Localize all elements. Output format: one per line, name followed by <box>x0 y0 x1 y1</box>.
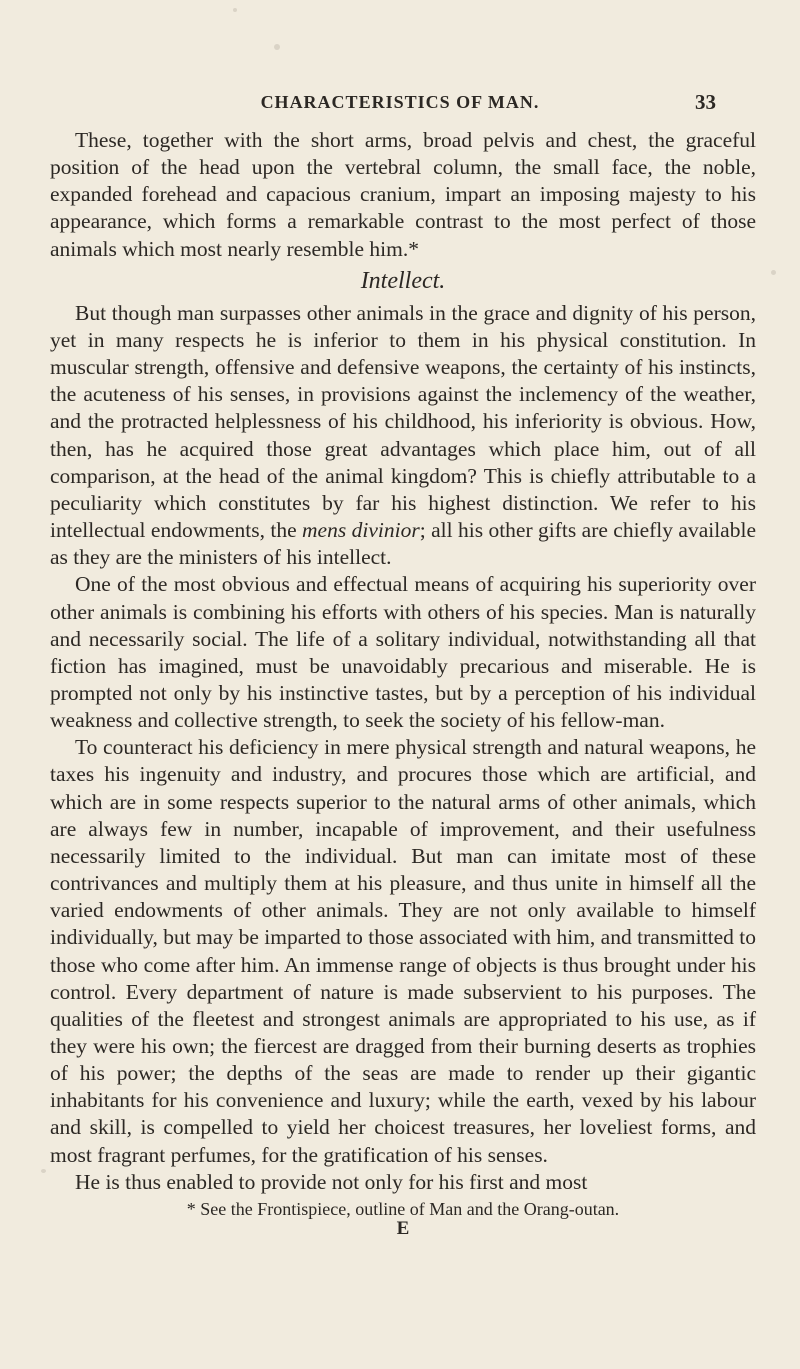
page-header <box>0 92 800 116</box>
paper-stain <box>274 44 280 50</box>
page-content <box>50 127 756 1239</box>
signature-mark: E <box>396 1217 410 1239</box>
footnote: * See the Frontispiece, outline of Man and the Orang-outan. <box>186 1198 620 1219</box>
paper-stain <box>41 1169 46 1173</box>
section-heading: Intellect. <box>360 267 446 294</box>
paragraph-text: ; all his other gifts are chiefly available as they are the ministers of his intellect. <box>50 518 756 570</box>
paragraph-text: But though man surpasses other animals in the grace and dignity of his person, yet in many respects he is inferior to them in his physical constitution. In muscular strength, offensive and defensive weapons, the certainty of his instincts, the acuteness of his senses, in provisions against the inclemency of the weather, and the protracted helplessness of his childhood, his inferiority is obvious. How, then, has he acquired those great advantages which place him, out of all comparison, at the head of the animal kingdom? This is chiefly attributable to a peculiarity which constitutes by far his highest distinction. We refer to his intellectual endowments, the <box>50 300 756 543</box>
body-paragraph-4: To counteract his deficiency in mere physical strength and natural weapons, he taxes his ingenuity and industry, and procures those which are artificial, and which are in some respects superior to the natural arms of other animals, which are always few in number, incapable of improvement, and their usefulness necessarily limited to the individual. But man can imitate most of these contrivances and multiply them at his pleasure, and thus unite in himself all the varied endowments of other animals. They are not only available to himself individually, but may be imparted to those associated with him, and transmitted to those who come after him. An immense range of objects is thus brought under his control. Every department of nature is made subservient to his purposes. The qualities of the fleetest and strongest animals are appropriated to his use, as if they were his own; the fiercest are dragged from their burning deserts as trophies of his power; the depths of the seas are made to render up their gigantic inhabitants for his convenience and luxury; while the earth, vexed by his labour and skill, is compelled to yield her choicest treasures, her loveliest forms, and most fragrant perfumes, for the gratification of his senses. <box>50 735 756 1167</box>
body-paragraph-3: One of the most obvious and effectual means of acquiring his superiority over other animals is combining his efforts with others of his species. Man is naturally and necessarily social. The life of a solitary individual, notwithstanding all that fiction has imagined, must be unavoidably precarious and miserable. He is prompted not only by his instinctive tastes, but by a perception of his individual weakness and collective strength, to seek the society of his fellow-man. <box>50 572 756 733</box>
latin-phrase: mens divinior <box>302 518 420 543</box>
paper-stain <box>233 8 237 12</box>
body-paragraph-5: He is thus enabled to provide not only for his first and most <box>75 1169 588 1194</box>
body-paragraph-2 <box>50 300 756 572</box>
body-paragraph-1: These, together with the short arms, broad pelvis and chest, the graceful position of the head upon the vertebral column, the small face, the noble, expanded forehead and capacious cranium, impart an imposing majesty to his appearance, which forms a remarkable contrast to the most perfect of those animals which most nearly resemble him.* <box>50 128 756 261</box>
running-title: CHARACTERISTICS OF MAN. <box>260 92 540 112</box>
paper-stain <box>771 270 776 275</box>
page-number: 33 <box>695 90 716 114</box>
